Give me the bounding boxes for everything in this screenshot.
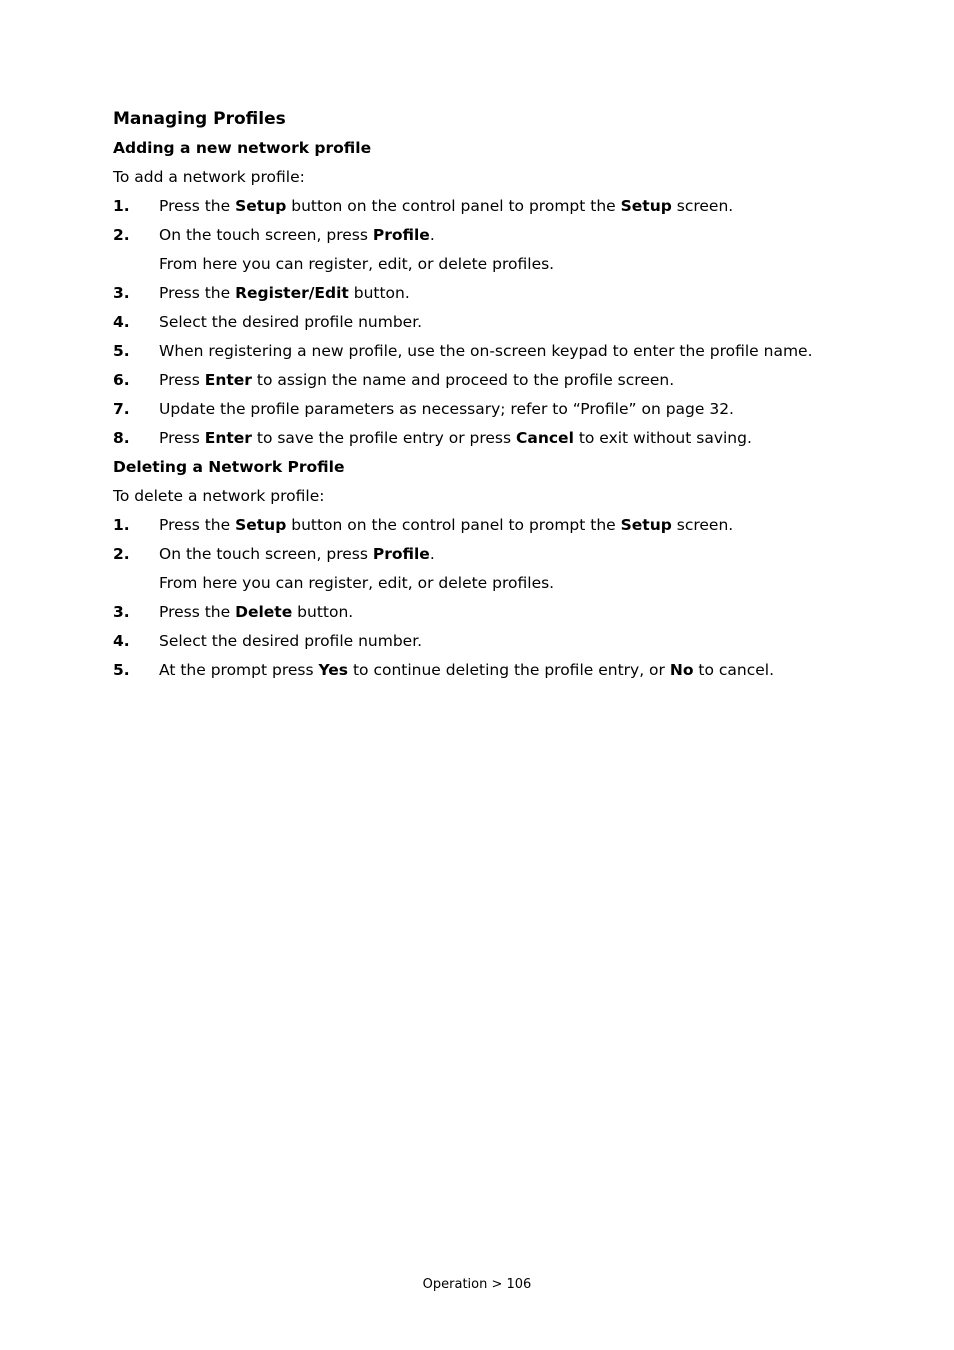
deleting-step — [113, 512, 873, 538]
page-footer: Operation > 106 — [422, 1277, 532, 1292]
step-number: 1. — [113, 516, 130, 534]
deleting-step — [113, 599, 873, 625]
step-text: On the touch screen, press Profile. — [159, 545, 435, 563]
adding-heading: Adding a new network profile — [113, 139, 372, 157]
step-number: 2. — [113, 226, 130, 244]
step-text: Update the profile parameters as necessary; refer to “Profile” on page 32. — [159, 400, 734, 418]
step-number: 5. — [113, 661, 130, 679]
step-text: Select the desired profile number. — [159, 313, 423, 331]
step-text: Press Enter to save the profile entry or press Cancel to exit without saving. — [159, 429, 752, 447]
adding-step — [113, 367, 873, 393]
deleting-step — [113, 628, 873, 654]
step-number: 7. — [113, 400, 130, 418]
step-number: 2. — [113, 545, 130, 563]
adding-step — [113, 309, 873, 335]
adding-step — [113, 338, 873, 364]
step-text: Press the Delete button. — [159, 603, 354, 621]
adding-step — [113, 280, 873, 306]
step-text: Press the Setup button on the control panel to prompt the Setup screen. — [159, 516, 734, 534]
step-number: 6. — [113, 371, 130, 389]
step-text: Press the Register/Edit button. — [159, 284, 410, 302]
deleting-intro: To delete a network profile: — [113, 487, 325, 505]
adding-step — [113, 193, 873, 219]
deleting-step — [113, 657, 873, 683]
section-title: Managing Profiles — [113, 109, 286, 129]
step-text: At the prompt press Yes to continue deleting the profile entry, or No to cancel. — [159, 661, 775, 679]
step-text: Select the desired profile number. — [159, 632, 423, 650]
page-content — [113, 106, 873, 686]
step-text: Press Enter to assign the name and proceed to the profile screen. — [159, 371, 675, 389]
adding-step — [113, 396, 873, 422]
deleting-heading: Deleting a Network Profile — [113, 458, 345, 476]
step-text: When registering a new profile, use the on-screen keypad to enter the profile name. — [159, 342, 813, 360]
step-note: From here you can register, edit, or delete profiles. — [159, 255, 555, 273]
step-number: 4. — [113, 632, 130, 650]
step-text: Press the Setup button on the control panel to prompt the Setup screen. — [159, 197, 734, 215]
step-number: 5. — [113, 342, 130, 360]
step-number: 3. — [113, 603, 130, 621]
step-text: On the touch screen, press Profile. — [159, 226, 435, 244]
step-number: 8. — [113, 429, 130, 447]
adding-intro: To add a network profile: — [113, 168, 305, 186]
step-number: 3. — [113, 284, 130, 302]
step-note: From here you can register, edit, or delete profiles. — [159, 574, 555, 592]
step-number: 4. — [113, 313, 130, 331]
adding-step — [113, 222, 873, 248]
step-number: 1. — [113, 197, 130, 215]
deleting-step — [113, 541, 873, 567]
adding-step — [113, 425, 873, 451]
